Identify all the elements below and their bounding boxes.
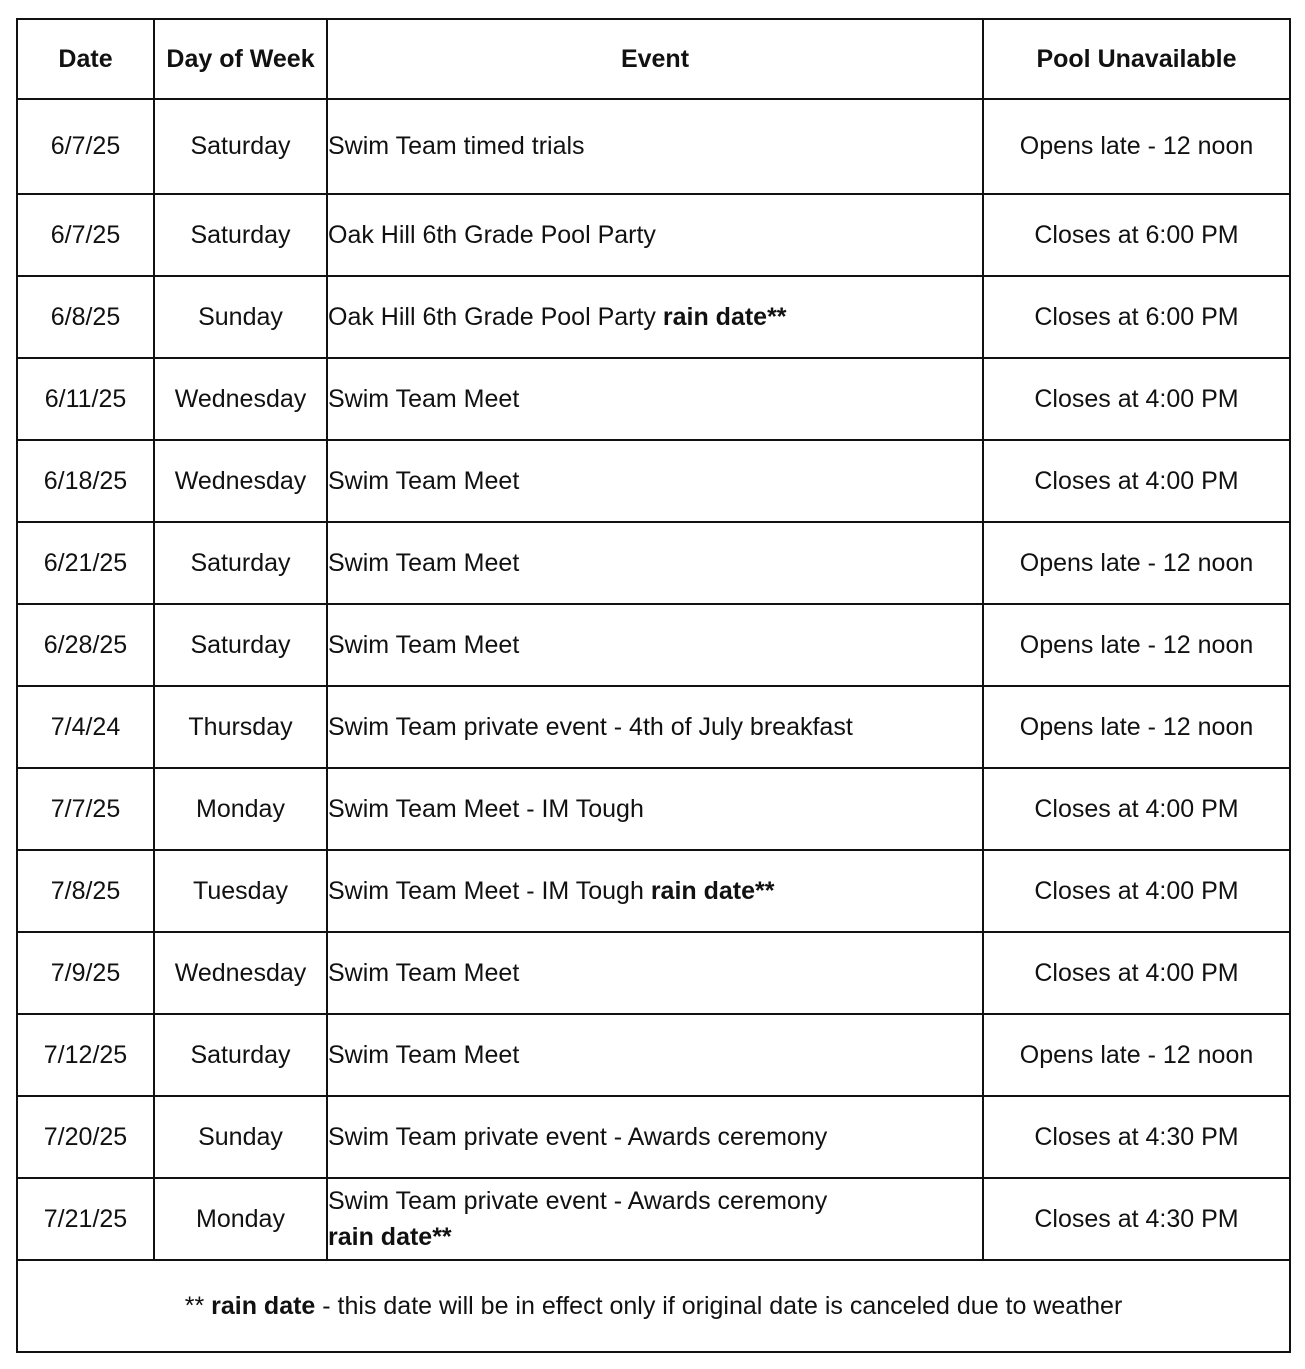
day-cell: Sunday xyxy=(154,276,327,358)
pool-unavailable-cell: Closes at 4:00 PM xyxy=(983,850,1290,932)
day-cell: Monday xyxy=(154,1178,327,1260)
header-day-of-week: Day of Week xyxy=(154,19,327,99)
event-cell xyxy=(327,358,983,440)
day-cell: Thursday xyxy=(154,686,327,768)
pool-unavailable-cell: Closes at 4:00 PM xyxy=(983,932,1290,1014)
pool-unavailable-cell: Closes at 6:00 PM xyxy=(983,194,1290,276)
day-cell: Wednesday xyxy=(154,440,327,522)
event-text: Swim Team Meet xyxy=(328,466,520,495)
event-text: Swim Team Meet xyxy=(328,1040,520,1069)
pool-unavailable-cell: Opens late - 12 noon xyxy=(983,686,1290,768)
event-text: Oak Hill 6th Grade Pool Party xyxy=(328,220,656,249)
day-cell: Wednesday xyxy=(154,358,327,440)
event-cell xyxy=(327,768,983,850)
pool-unavailable-cell: Closes at 6:00 PM xyxy=(983,276,1290,358)
table-row xyxy=(17,1014,1290,1096)
event-text: Swim Team Meet - IM Tough xyxy=(328,794,644,823)
event-cell xyxy=(327,276,983,358)
event-text: Swim Team Meet xyxy=(328,630,520,659)
header-date: Date xyxy=(17,19,154,99)
event-cell xyxy=(327,932,983,1014)
footnote-bold: rain date xyxy=(211,1291,316,1320)
footnote-text: - this date will be in effect only if original date is canceled due to weather xyxy=(315,1291,1123,1320)
pool-unavailable-cell: Opens late - 12 noon xyxy=(983,522,1290,604)
table-row xyxy=(17,686,1290,768)
date-cell: 6/8/25 xyxy=(17,276,154,358)
date-cell: 6/18/25 xyxy=(17,440,154,522)
pool-unavailable-cell: Opens late - 12 noon xyxy=(983,99,1290,194)
event-text: Swim Team timed trials xyxy=(328,132,585,161)
event-cell xyxy=(327,522,983,604)
event-text: Swim Team private event - Awards ceremony xyxy=(328,1122,828,1151)
header-pool-unavailable: Pool Unavailable xyxy=(983,19,1290,99)
day-cell: Saturday xyxy=(154,99,327,194)
event-text: Swim Team Meet xyxy=(328,548,520,577)
table-row xyxy=(17,522,1290,604)
pool-unavailable-cell: Closes at 4:30 PM xyxy=(983,1178,1290,1260)
date-cell: 6/21/25 xyxy=(17,522,154,604)
table-row xyxy=(17,194,1290,276)
table-row xyxy=(17,850,1290,932)
pool-schedule-table xyxy=(16,18,1291,1353)
table-row xyxy=(17,604,1290,686)
rain-date-label: rain date** xyxy=(662,302,787,331)
day-cell: Sunday xyxy=(154,1096,327,1178)
pool-unavailable-cell: Closes at 4:00 PM xyxy=(983,358,1290,440)
event-cell xyxy=(327,1178,983,1260)
date-cell: 7/12/25 xyxy=(17,1014,154,1096)
footnote-prefix: ** xyxy=(184,1291,212,1320)
table-row xyxy=(17,358,1290,440)
date-cell: 7/4/24 xyxy=(17,686,154,768)
event-text: Swim Team Meet xyxy=(328,958,520,987)
pool-unavailable-cell: Closes at 4:30 PM xyxy=(983,1096,1290,1178)
event-text: Swim Team Meet - IM Tough xyxy=(328,876,651,905)
event-cell xyxy=(327,194,983,276)
event-text: Swim Team private event - 4th of July breakfast xyxy=(328,712,853,741)
table-row xyxy=(17,99,1290,194)
date-cell: 7/8/25 xyxy=(17,850,154,932)
rain-date-label: rain date** xyxy=(328,1223,452,1251)
table-row xyxy=(17,276,1290,358)
rain-date-label: rain date** xyxy=(650,876,775,905)
day-cell: Monday xyxy=(154,768,327,850)
event-cell xyxy=(327,99,983,194)
pool-unavailable-cell: Closes at 4:00 PM xyxy=(983,440,1290,522)
pool-unavailable-cell: Closes at 4:00 PM xyxy=(983,768,1290,850)
footer-row xyxy=(17,1260,1290,1352)
day-cell: Wednesday xyxy=(154,932,327,1014)
day-cell: Saturday xyxy=(154,194,327,276)
event-text: Oak Hill 6th Grade Pool Party xyxy=(328,302,663,331)
date-cell: 7/9/25 xyxy=(17,932,154,1014)
date-cell: 6/7/25 xyxy=(17,194,154,276)
table-row xyxy=(17,1096,1290,1178)
table-header-row xyxy=(17,19,1290,99)
header-event: Event xyxy=(327,19,983,99)
pool-unavailable-cell: Opens late - 12 noon xyxy=(983,604,1290,686)
date-cell: 7/7/25 xyxy=(17,768,154,850)
table-row xyxy=(17,440,1290,522)
event-cell xyxy=(327,686,983,768)
date-cell: 7/21/25 xyxy=(17,1178,154,1260)
date-cell: 6/11/25 xyxy=(17,358,154,440)
date-cell: 6/7/25 xyxy=(17,99,154,194)
table-row xyxy=(17,1178,1290,1260)
day-cell: Saturday xyxy=(154,522,327,604)
table-body xyxy=(17,99,1290,1260)
pool-unavailable-cell: Opens late - 12 noon xyxy=(983,1014,1290,1096)
date-cell: 6/28/25 xyxy=(17,604,154,686)
event-text: Swim Team private event - Awards ceremony xyxy=(328,1186,828,1215)
event-text: Swim Team Meet xyxy=(328,384,520,413)
event-cell xyxy=(327,850,983,932)
day-cell: Saturday xyxy=(154,604,327,686)
footnote xyxy=(17,1260,1290,1352)
event-cell xyxy=(327,1096,983,1178)
day-cell: Tuesday xyxy=(154,850,327,932)
event-cell xyxy=(327,604,983,686)
day-cell: Saturday xyxy=(154,1014,327,1096)
table-row xyxy=(17,932,1290,1014)
event-cell xyxy=(327,440,983,522)
event-cell xyxy=(327,1014,983,1096)
table-row xyxy=(17,768,1290,850)
date-cell: 7/20/25 xyxy=(17,1096,154,1178)
